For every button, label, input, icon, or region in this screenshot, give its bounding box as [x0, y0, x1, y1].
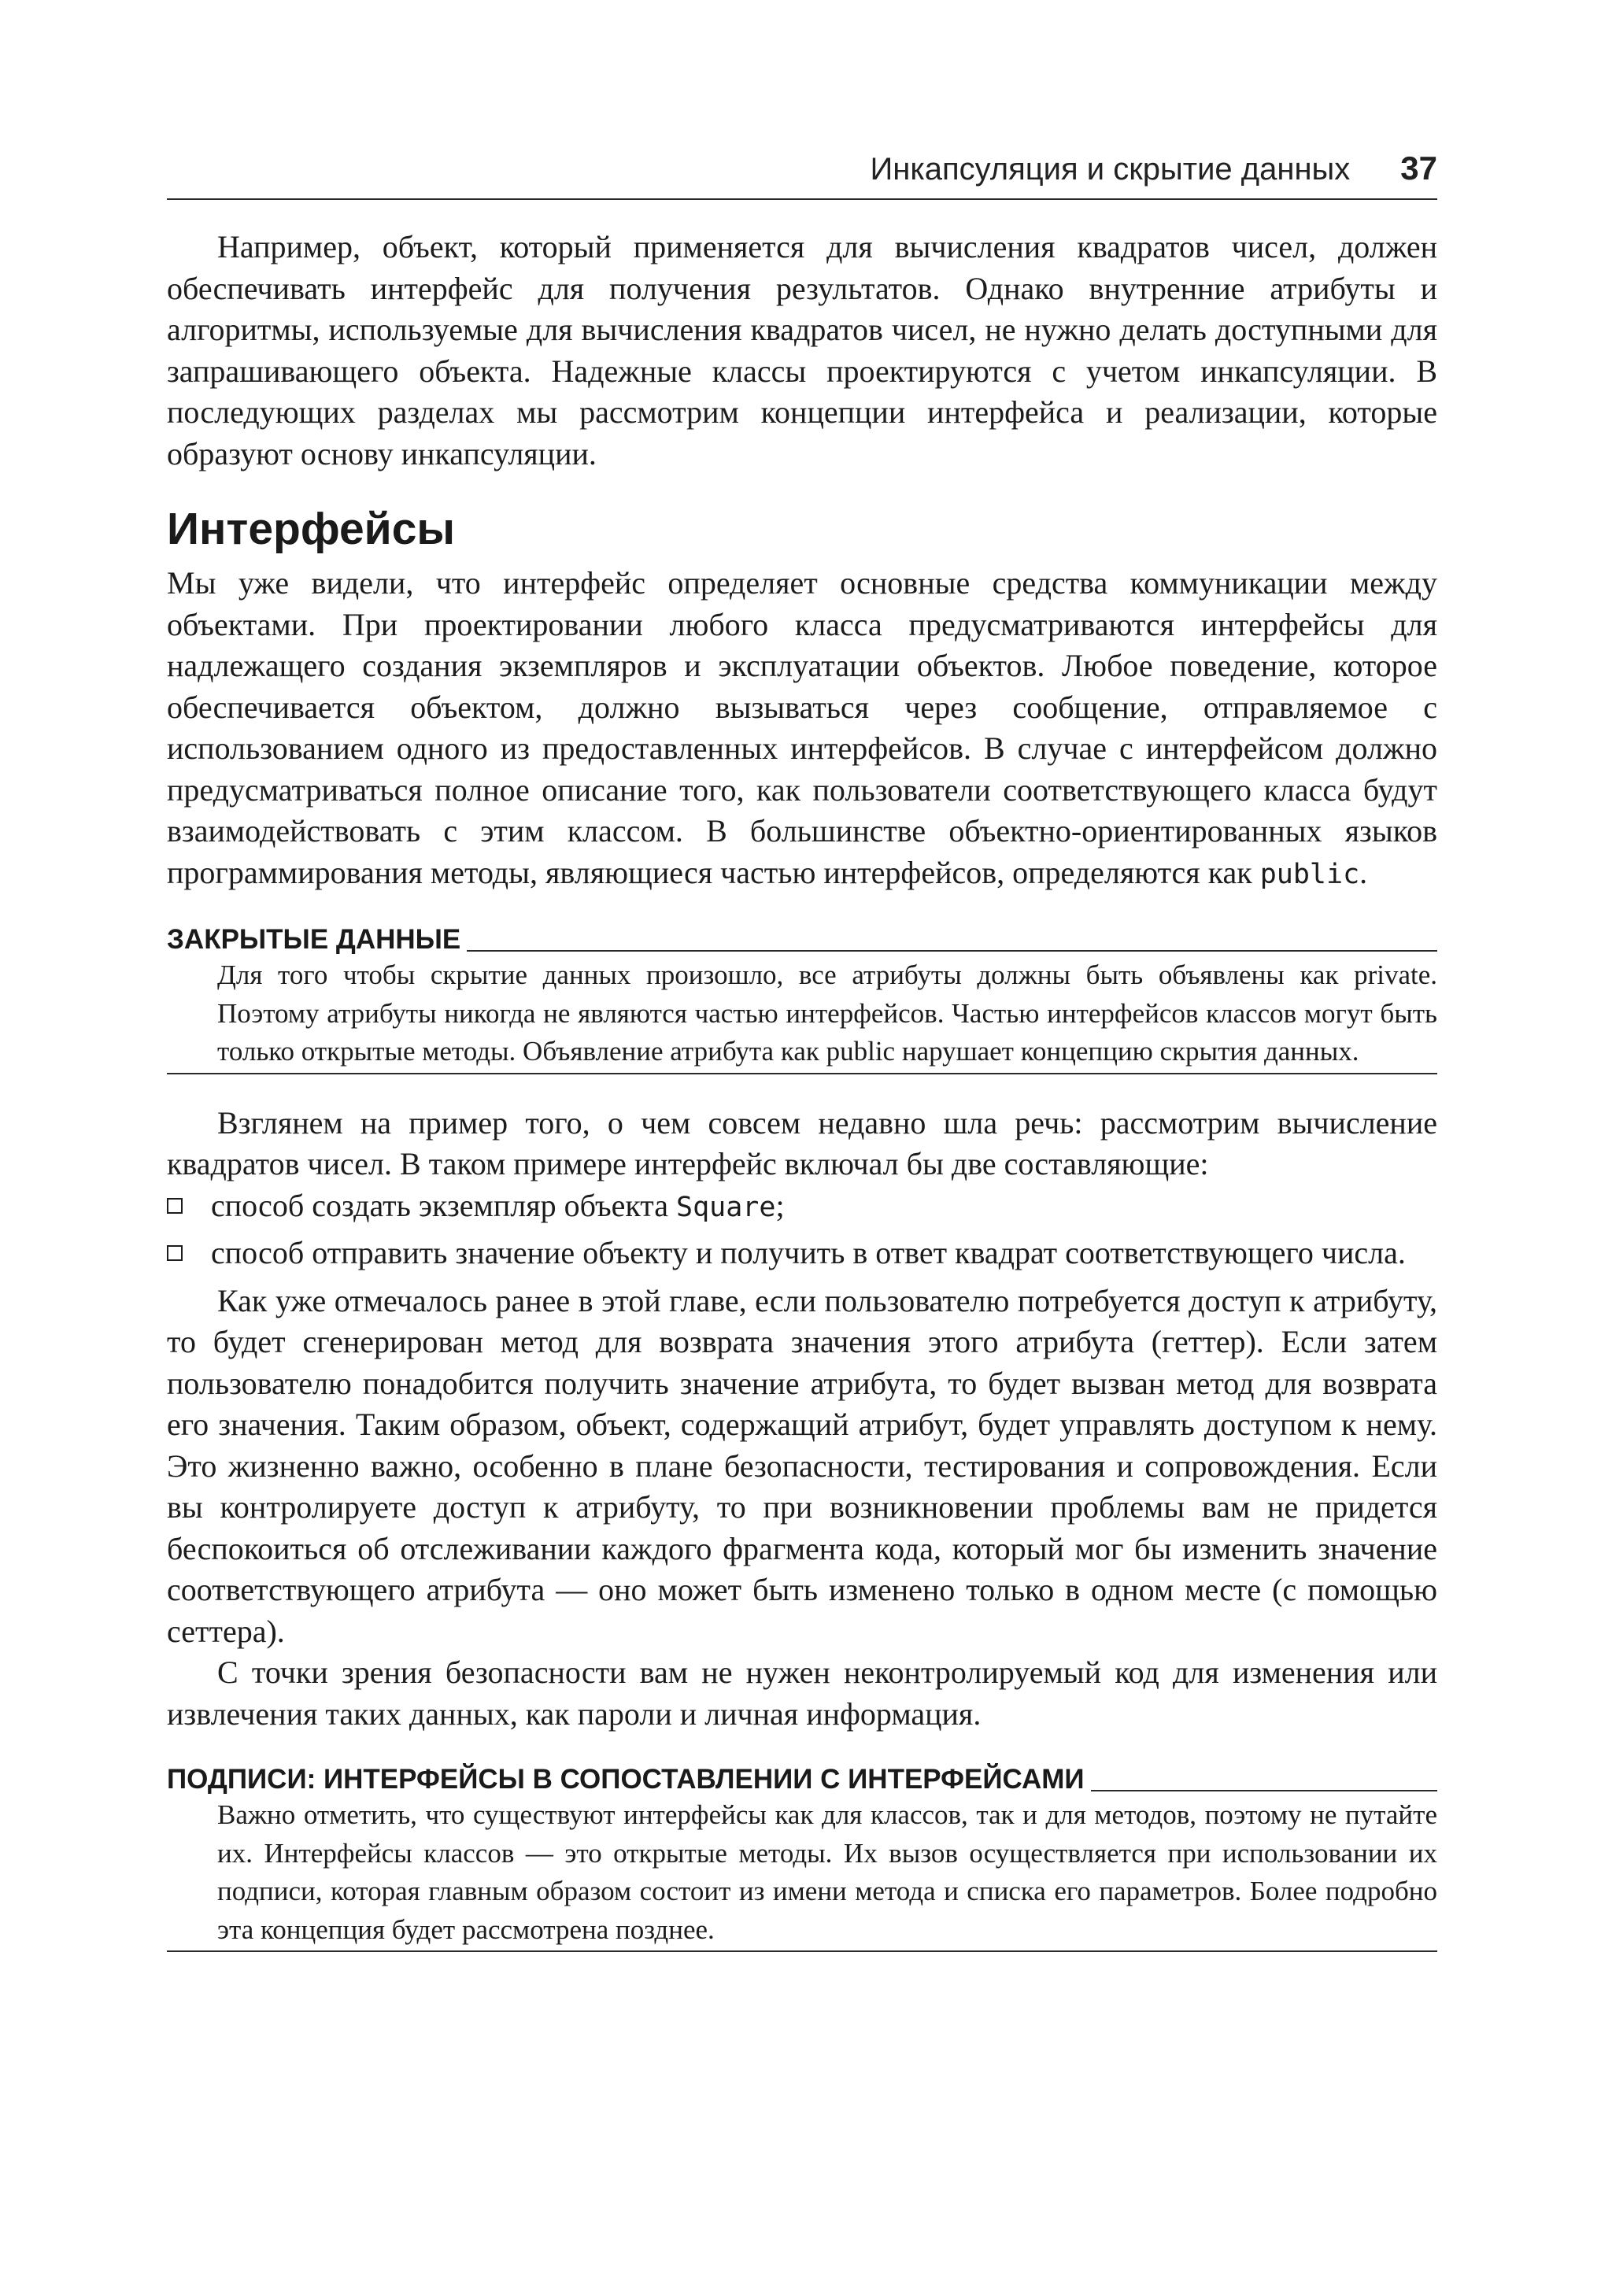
- list-item-text: [211, 1185, 1437, 1229]
- note-private-data: [167, 923, 1437, 1074]
- note-text: Для того чтобы скрытие данных произошло, все атрибуты должны быть объявлены как private. Поэтому атрибуты никогда не являются частью интерфейсов. Частью интерфейсов классов могут быть только открытые методы. Объявление атрибута как public нарушает концепцию скрытия данных.: [167, 956, 1437, 1074]
- note-text: Важно отметить, что существуют интерфейсы как для классов, так и для методов, поэтому не путайте их. Интерфейсы классов — это открытые методы. Их вызов осуществляется при использовании их подписи, которая главным образом состоит из имени метода и списка его параметров. Более подробно эта концепция будет рассмотрена позднее.: [167, 1796, 1437, 1952]
- inline-code-square: Square: [676, 1191, 776, 1223]
- list-item-end: ;: [775, 1187, 785, 1223]
- list-item: [167, 1233, 1437, 1274]
- interfaces-paragraph: [167, 563, 1437, 895]
- list-item-text: способ отправить значение объекту и получить в ответ квадрат соответствующего числа.: [211, 1235, 1406, 1270]
- note-header-rule: [467, 950, 1437, 952]
- checkbox-bullet-icon: [167, 1198, 183, 1214]
- page-number: 37: [1400, 150, 1437, 187]
- running-header: [167, 150, 1437, 200]
- interfaces-paragraph-end: .: [1359, 854, 1368, 890]
- running-header-title: Инкапсуляция и скрытие данных: [870, 152, 1351, 187]
- note-title: ЗАКРЫТЫЕ ДАННЫЕ: [167, 924, 461, 955]
- note-title: ПОДПИСИ: ИНТЕРФЕЙСЫ В СОПОСТАВЛЕНИИ С ИНТЕРФЕЙСАМИ: [167, 1764, 1085, 1795]
- list-item-label: способ создать экземпляр объекта: [211, 1187, 677, 1223]
- interfaces-paragraph-text: Мы уже видели, что интерфейс определяет основные средства коммуникации между объектами. При проектировании любого класса предусматриваются интерфейсы для надлежащего создания экземпляров и эксплуатации объектов. Любое поведение, которое обеспечивается объектом, должно вызываться через сообщение, отправляемое с использованием одного из предоставленных интерфейсов. В случае с интерфейсом должно предусматриваться полное описание того, как пользователи соответствующего класса будут взаимодействовать с этим классом. В большинстве объектно-ориентированных языков программирования методы, являющиеся частью интерфейсов, определяются как: [167, 565, 1437, 890]
- access-paragraph: Как уже отмечалось ранее в этой главе, если пользователю потребуется доступ к атрибуту, то будет сгенерирован метод для возврата значения этого атрибута (геттер). Если затем пользователю понадобится получить значение атрибута, то будет вызван метод для возврата его значения. Таким образом, объект, содержащий атрибут, будет управлять доступом к нему. Это жизненно важно, особенно в плане безопасности, тестирования и сопровождения. Если вы контролируете доступ к атрибуту, то при возникновении проблемы вам не придется беспокоиться об отслеживании каждого фрагмента кода, который мог бы изменить значение соответствующего атрибута — оно может быть изменено только в одном месте (с помощью сеттера).: [167, 1282, 1437, 1649]
- note-header: [167, 923, 1437, 956]
- example-paragraph: Взглянем на пример того, о чем совсем недавно шла речь: рассмотрим вычисление квадратов чисел. В таком примере интерфейс включал бы две составляющие:: [167, 1104, 1437, 1181]
- book-page: [167, 150, 1437, 1980]
- security-paragraph: С точки зрения безопасности вам не нужен неконтролируемый код для изменения или извлечения таких данных, как пароли и личная информация.: [167, 1655, 1437, 1732]
- section-heading: Интерфейсы: [167, 504, 456, 554]
- note-header: [167, 1763, 1437, 1796]
- intro-paragraph: Например, объект, который применяется для вычисления квадратов чисел, должен обеспечивать интерфейс для получения результатов. Однако внутренние атрибуты и алгоритмы, используемые для вычисления квадратов чисел, не нужно делать доступными для запрашивающего объекта. Надежные классы проектируются с учетом инкапсуляции. В последующих разделах мы рассмотрим концепции интерфейса и реализации, которые образуют основу инкапсуляции.: [167, 229, 1437, 471]
- list-item: [167, 1185, 1437, 1229]
- bullet-list: [167, 1185, 1437, 1274]
- note-signatures: [167, 1763, 1437, 1952]
- checkbox-bullet-icon: [167, 1245, 183, 1261]
- note-header-rule: [1091, 1790, 1437, 1791]
- inline-code-public: public: [1259, 858, 1360, 890]
